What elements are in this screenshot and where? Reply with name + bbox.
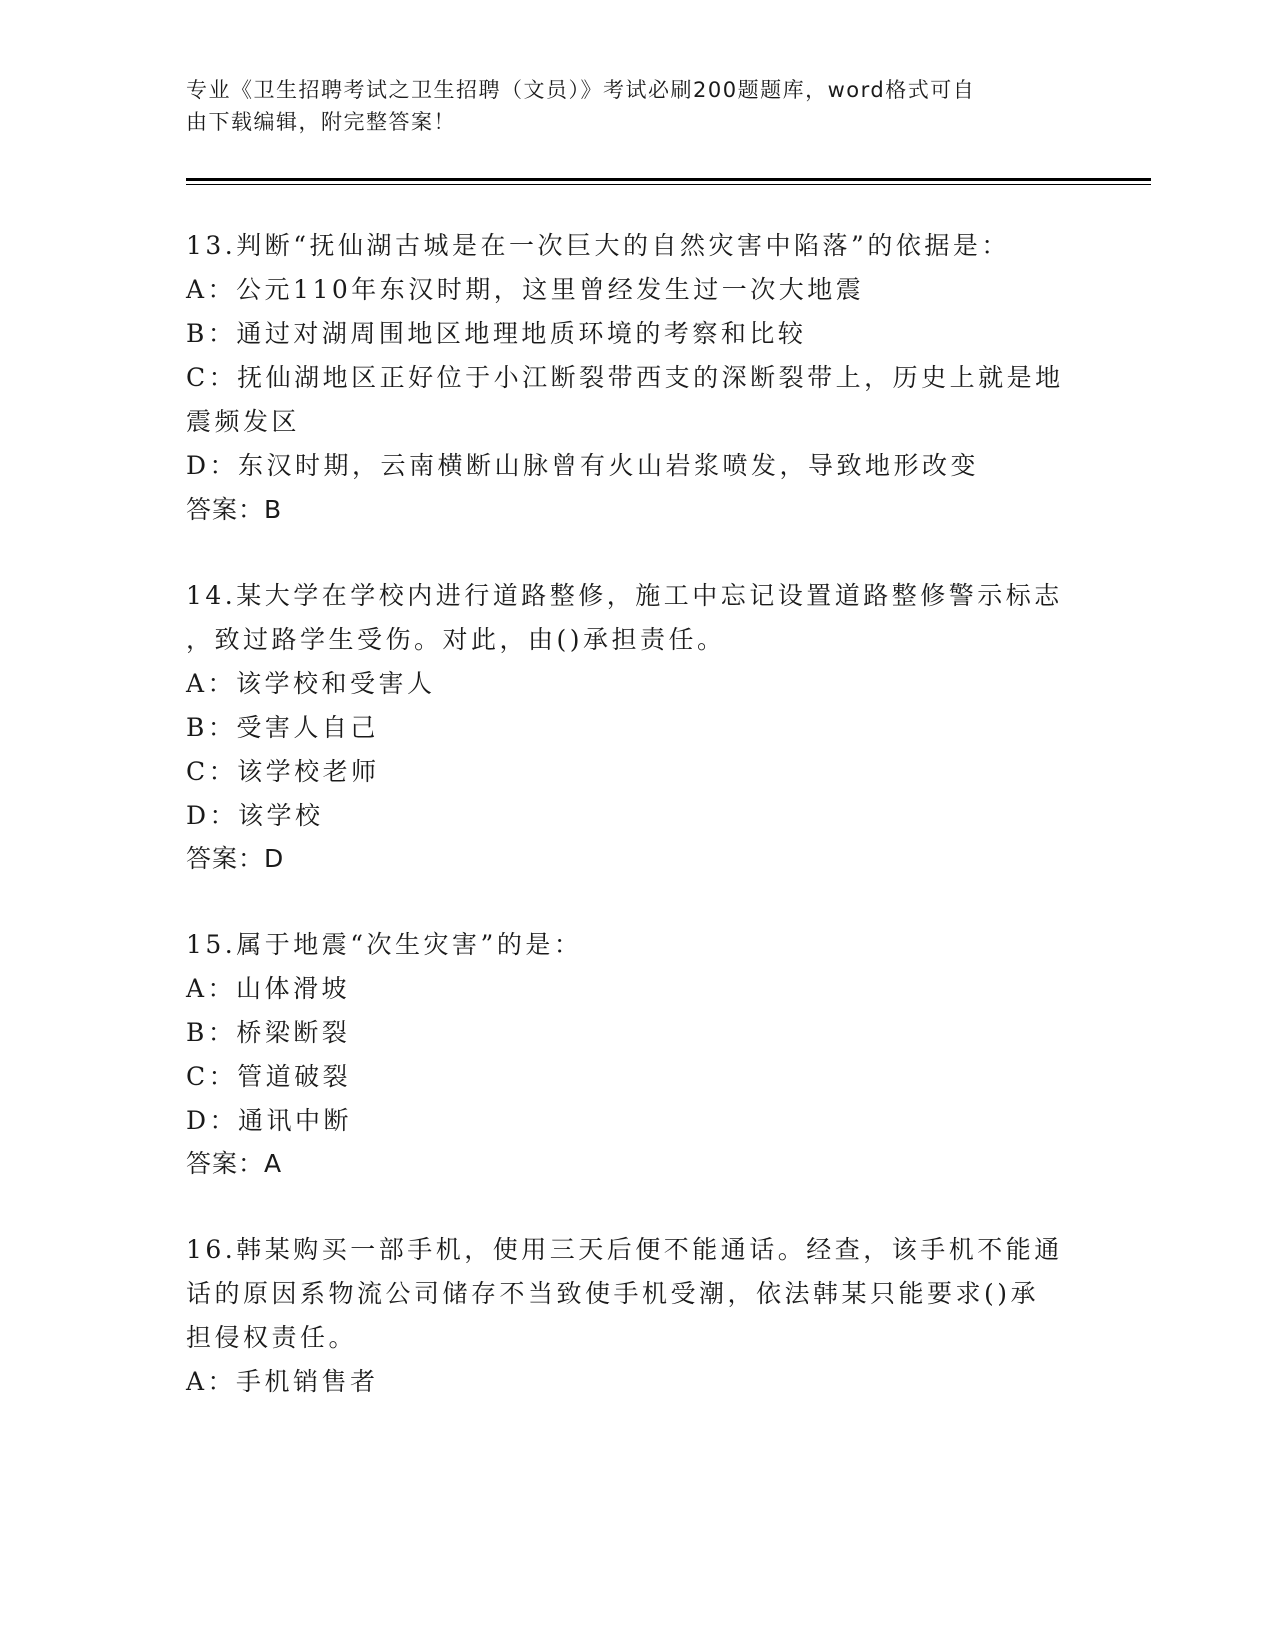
question-stem: 15.属于地震“次生灾害”的是： bbox=[186, 930, 583, 959]
question-stem: 14.某大学在学校内进行道路整修，施工中忘记设置道路整修警示标志 bbox=[186, 581, 1063, 610]
answer-option: C：管道破裂 bbox=[186, 1062, 352, 1091]
question-stem: 担侵权责任。 bbox=[186, 1323, 358, 1352]
header-line-1: 专业《卫生招聘考试之卫生招聘（文员）》考试必刷200题题库，word格式可自 bbox=[186, 78, 976, 102]
answer-option: B：通过对湖周围地区地理地质环境的考察和比较 bbox=[186, 319, 807, 348]
answer-key: 答案：B bbox=[186, 495, 283, 524]
answer-option: 震频发区 bbox=[186, 407, 301, 436]
document-header bbox=[186, 74, 1056, 138]
header-rule-thick bbox=[186, 178, 1151, 181]
header-line-2: 由下载编辑，附完整答案！ bbox=[186, 110, 456, 134]
answer-option: C：该学校老师 bbox=[186, 757, 380, 786]
answer-option: C：抚仙湖地区正好位于小江断裂带西支的深断裂带上，历史上就是地 bbox=[186, 363, 1064, 392]
answer-option: D：通讯中断 bbox=[186, 1106, 353, 1135]
header-rule-thin bbox=[186, 184, 1151, 185]
answer-option: A：公元110年东汉时期，这里曾经发生过一次大地震 bbox=[186, 275, 865, 304]
question-stem: 话的原因系物流公司储存不当致使手机受潮，依法韩某只能要求()承 bbox=[186, 1279, 1040, 1308]
answer-option: D：东汉时期，云南横断山脉曾有火山岩浆喷发，导致地形改变 bbox=[186, 451, 980, 480]
question-stem: ，致过路学生受伤。对此，由()承担责任。 bbox=[186, 625, 726, 654]
answer-key: 答案：D bbox=[186, 844, 285, 873]
answer-option: B：受害人自己 bbox=[186, 713, 379, 742]
question-stem: 16.韩某购买一部手机，使用三天后便不能通话。经查，该手机不能通 bbox=[186, 1235, 1063, 1264]
answer-option: B：桥梁断裂 bbox=[186, 1018, 351, 1047]
answer-option: D：该学校 bbox=[186, 801, 324, 830]
answer-key: 答案：A bbox=[186, 1149, 283, 1178]
answer-option: A：手机销售者 bbox=[186, 1367, 379, 1396]
question-stem: 13.判断“抚仙湖古城是在一次巨大的自然灾害中陷落”的依据是： bbox=[186, 231, 1010, 260]
answer-option: A：该学校和受害人 bbox=[186, 669, 436, 698]
answer-option: A：山体滑坡 bbox=[186, 974, 351, 1003]
